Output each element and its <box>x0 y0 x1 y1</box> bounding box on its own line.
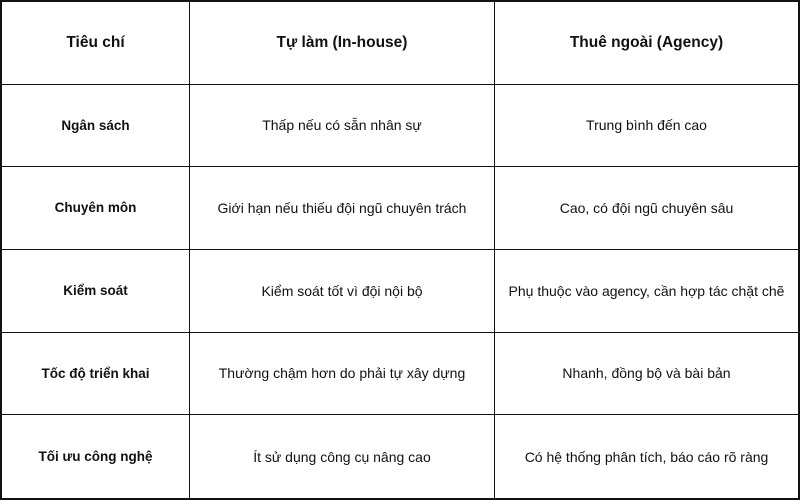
header-criteria: Tiêu chí <box>2 2 190 85</box>
row-budget-agency: Trung bình đến cao <box>495 85 798 168</box>
header-in-house: Tự làm (In-house) <box>190 2 495 85</box>
row-speed-agency: Nhanh, đồng bộ và bài bản <box>495 333 798 416</box>
row-control-agency: Phụ thuộc vào agency, cần hợp tác chặt chẽ <box>495 250 798 333</box>
row-budget-criterion: Ngân sách <box>2 85 190 168</box>
row-expertise-criterion: Chuyên môn <box>2 167 190 250</box>
row-expertise-agency: Cao, có đội ngũ chuyên sâu <box>495 167 798 250</box>
row-tech-in-house: Ít sử dụng công cụ nâng cao <box>190 415 495 498</box>
row-tech-criterion: Tối ưu công nghệ <box>2 415 190 498</box>
row-control-in-house: Kiểm soát tốt vì đội nội bộ <box>190 250 495 333</box>
row-tech-agency: Có hệ thống phân tích, báo cáo rõ ràng <box>524 448 769 465</box>
row-budget-in-house: Thấp nếu có sẵn nhân sự <box>190 85 495 168</box>
row-speed-criterion: Tốc độ triển khai <box>2 333 190 416</box>
row-expertise-in-house: Giới hạn nếu thiếu đội ngũ chuyên trách <box>190 167 495 250</box>
header-agency: Thuê ngoài (Agency) <box>495 2 798 85</box>
row-speed-in-house: Thường chậm hơn do phải tự xây dựng <box>190 333 495 416</box>
row-control-criterion: Kiểm soát <box>2 250 190 333</box>
